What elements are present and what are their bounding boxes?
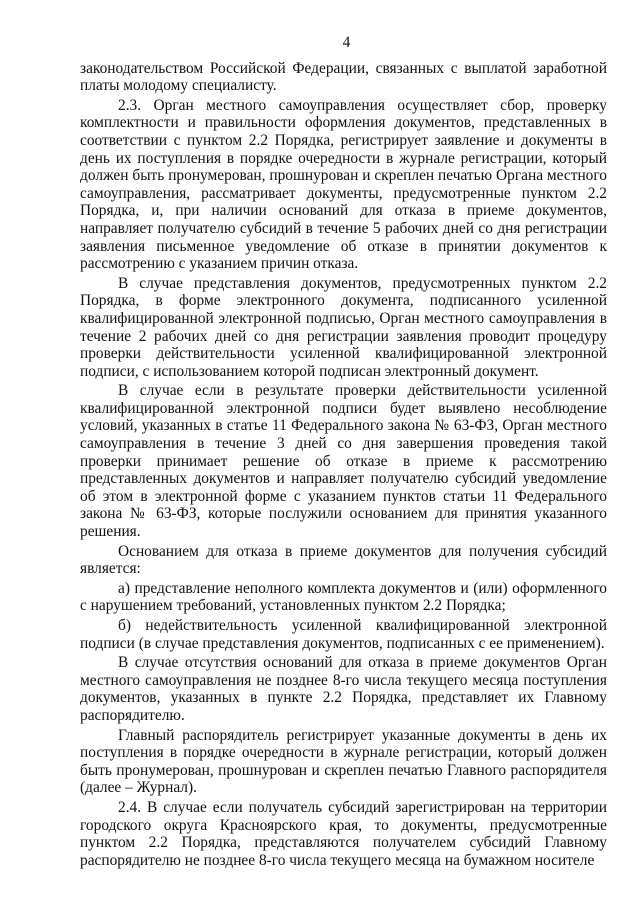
paragraph: 2.3. Орган местного самоуправления осуществляет сбор, проверку комплектности и правильности оформления документов, представленных в соответствии с пунктом 2.2 Порядка, регистрирует заявление и документы в день их поступления в порядке очередности в журнале регистрации, который должен быть пронумерован, прошнурован и скреплен печатью Органа местного самоуправления, рассматривает документы, предусмотренные пунктом 2.2 Порядка, и, при наличии оснований для отказа в приеме документов, направляет получателю субсидий в течение 5 рабочих дней со дня регистрации заявления письменное уведомление об отказе в принятии документов к рассмотрению с указанием причин отказа. — [80, 96, 607, 273]
paragraph: В случае отсутствия оснований для отказа в приеме документов Орган местного самоуправления не позднее 8-го числа текущего месяца поступления документов, указанных в пункте 2.2 Порядка, представляет их Главному распорядителю. — [80, 654, 607, 724]
paragraph: 2.4. В случае если получатель субсидий зарегистрирован на территории городского округа Красноярского края, то документы, предусмотренные пунктом 2.2 Порядка, представляются получателем субсидий Главному распорядителю не позднее 8-го числа текущего месяца на бумажном носителе — [80, 798, 607, 869]
paragraph: Главный распорядитель регистрирует указанные документы в день их поступления в порядке очередности в журнале регистрации, который должен быть пронумерован, прошнурован и скреплен печатью Главного распорядителя (далее – Журнал). — [80, 726, 607, 797]
paragraph: законодательством Российской Федерации, связанных с выплатой заработной платы молодому специалисту. — [80, 59, 607, 95]
paragraph: а) представление неполного комплекта документов и (или) оформленного с нарушением требований, установленных пунктом 2.2 Порядка; — [80, 579, 607, 615]
document-body — [80, 60, 607, 870]
page-number: 4 — [342, 34, 351, 51]
paragraph: Основанием для отказа в приеме документов для получения субсидий является: — [80, 542, 607, 578]
paragraph: б) недействительность усиленной квалифицированной электронной подписи (в случае представления документов, подписанных с ее применением). — [80, 617, 607, 652]
paragraph: В случае если в результате проверки действительности усиленной квалифицированной электронной подписи будет выявлено несоблюдение условий, указанных в статье 11 Федерального закона № 63-ФЗ, Орган местного самоуправления в течение 3 дней со дня завершения проведения такой проверки принимает решение об отказе в приеме к рассмотрению представленных документов и направляет получателю субсидий уведомление об этом в электронной форме с указанием пунктов статьи 11 Федерального закона № 63-ФЗ, которые послужили основанием для принятия указанного решения. — [80, 382, 607, 541]
paragraph: В случае представления документов, предусмотренных пунктом 2.2 Порядка, в форме электронного документа, подписанного усиленной квалифицированной электронной подписью, Орган местного самоуправления в течение 2 рабочих дней со дня регистрации заявления проводит процедуру проверки действительности усиленной квалифицированной электронной подписи, с использованием которой подписан электронный документ. — [80, 274, 607, 380]
